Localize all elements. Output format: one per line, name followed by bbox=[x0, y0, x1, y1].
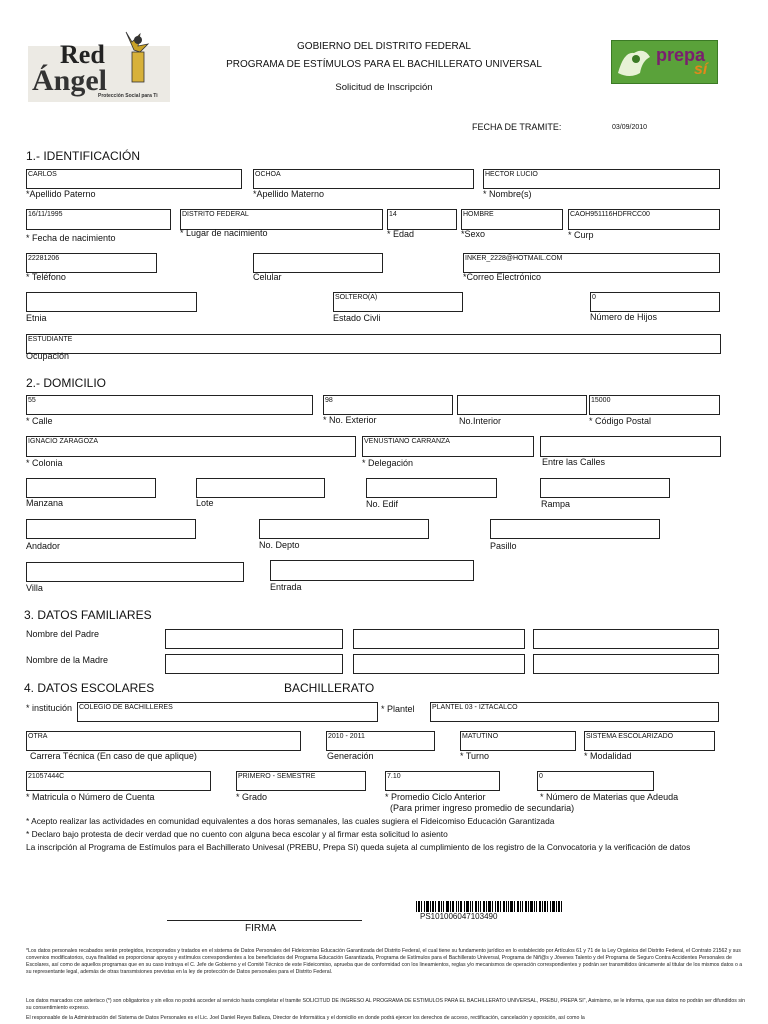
curp-field[interactable]: CAOH951116HDFRCC00 bbox=[568, 209, 720, 230]
madre-apellido-materno-field[interactable] bbox=[353, 654, 525, 674]
promedio-label: * Promedio Ciclo Anterior bbox=[385, 792, 486, 802]
grado-field[interactable]: PRIMERO - SEMESTRE bbox=[236, 771, 366, 791]
telefono-label: * Teléfono bbox=[26, 272, 66, 282]
nombre-label: * Nombre(s) bbox=[483, 189, 532, 199]
matricula-field[interactable]: 21057444C bbox=[26, 771, 211, 791]
logo-red-text: Red bbox=[60, 40, 105, 69]
entrada-label: Entrada bbox=[270, 582, 302, 592]
barcode bbox=[416, 901, 562, 912]
ocupacion-field[interactable]: ESTUDIANTE bbox=[26, 334, 721, 354]
andador-field[interactable] bbox=[26, 519, 196, 539]
andador-label: Andador bbox=[26, 541, 61, 551]
declaracion-actividades: * Acepto realizar las actividades en comunidad equivalentes a dos horas semanales, las cuales sugiera el Fideicomiso Educación Garantizada bbox=[26, 816, 555, 826]
plantel-field[interactable]: PLANTEL 03 - IZTACALCO bbox=[430, 702, 719, 722]
sexo-field[interactable]: HOMBRE bbox=[461, 209, 563, 230]
estado-civil-field[interactable]: SOLTERO(A) bbox=[333, 292, 463, 312]
header-program: PROGRAMA DE ESTÍMULOS PARA EL BACHILLERATO UNIVERSAL bbox=[226, 59, 542, 70]
bachillerato-heading: BACHILLERATO bbox=[284, 681, 375, 695]
manzana-field[interactable] bbox=[26, 478, 156, 498]
lote-field[interactable] bbox=[196, 478, 325, 498]
plantel-label: * Plantel bbox=[381, 704, 415, 714]
manzana-label: Manzana bbox=[26, 498, 64, 508]
no-edif-field[interactable] bbox=[366, 478, 497, 498]
padre-nombre-field[interactable] bbox=[533, 629, 719, 649]
entre-calles-label: Entre las Calles bbox=[542, 457, 606, 467]
colonia-label: * Colonia bbox=[26, 458, 63, 468]
pasillo-field[interactable] bbox=[490, 519, 660, 539]
curp-label: * Curp bbox=[568, 230, 594, 240]
lugar-nacimiento-label: * Lugar de nacimiento bbox=[180, 228, 268, 238]
section-identificacion: 1.- IDENTIFICACIÓN bbox=[26, 149, 141, 163]
villa-label: Villa bbox=[26, 583, 43, 593]
header-form-title: Solicitud de Inscripción bbox=[335, 82, 433, 93]
section-domicilio: 2.- DOMICILIO bbox=[26, 376, 107, 390]
codigo-postal-label: * Código Postal bbox=[589, 416, 652, 426]
nombre-padre-label: Nombre del Padre bbox=[26, 629, 100, 639]
firma-line bbox=[167, 920, 362, 921]
header-government: GOBIERNO DEL DISTRITO FEDERAL bbox=[297, 41, 471, 52]
fecha-tramite-value: 03/09/2010 bbox=[612, 124, 648, 131]
carrera-tecnica-field[interactable]: OTRA bbox=[26, 731, 301, 751]
delegacion-field[interactable]: VENUSTIANO CARRANZA bbox=[362, 436, 534, 457]
delegacion-label: * Delegación bbox=[362, 458, 414, 468]
no-interior-field[interactable] bbox=[457, 395, 587, 415]
section-datos-familiares: 3. DATOS FAMILIARES bbox=[24, 608, 152, 622]
firma-label: FIRMA bbox=[245, 923, 277, 934]
section-datos-escolares: 4. DATOS ESCOLARES bbox=[24, 681, 155, 695]
entre-calles-field[interactable] bbox=[540, 436, 721, 457]
entrada-field[interactable] bbox=[270, 560, 474, 581]
prepa-si-logo bbox=[611, 40, 718, 84]
materias-adeuda-field[interactable]: 0 bbox=[537, 771, 654, 791]
celular-label: Celular bbox=[253, 272, 282, 282]
apellido-materno-field[interactable]: OCHOA bbox=[253, 169, 474, 189]
edad-label: * Edad bbox=[387, 229, 415, 239]
barcode-text: PS101006047103490 bbox=[420, 912, 498, 921]
turno-label: * Turno bbox=[460, 751, 490, 761]
lugar-nacimiento-field[interactable]: DISTRITO FEDERAL bbox=[180, 209, 383, 230]
declaracion-inscripcion: La inscripción al Programa de Estímulos para el Bachillerato Univesal (PREBU, Prepa Sí) queda sujeta al cumplimiento de los registro de la Convocatoria y la verificación de datos bbox=[26, 842, 691, 852]
apellido-paterno-field[interactable]: CARLOS bbox=[26, 169, 242, 189]
telefono-field[interactable]: 22281206 bbox=[26, 253, 157, 273]
promedio-note: (Para primer ingreso promedio de secundaria) bbox=[390, 803, 575, 813]
modalidad-label: * Modalidad bbox=[584, 751, 632, 761]
modalidad-field[interactable]: SISTEMA ESCOLARIZADO bbox=[584, 731, 715, 751]
carrera-tecnica-label: Carrera Técnica (En caso de que aplique) bbox=[30, 751, 197, 761]
institucion-field[interactable]: COLEGIO DE BACHILLERES bbox=[77, 702, 378, 722]
matricula-label: * Matricula o Número de Cuenta bbox=[26, 792, 155, 802]
logo-angel-text: Ángel bbox=[32, 64, 107, 97]
legal-paragraph-2: Los datos marcados con asterisco (*) son obligatorios y sin ellos no podrá acceder al servicio hasta completar el tramite SOLICITUD DE INGRESO AL PROGRAMA DE ESTIMULOS PARA EL BACHILLERATO UNIVERSAL, PREBU, PREPA SI", Asimismo, se le informa, que sus datos no podrán ser difundidos sin su consentimiento expreso. bbox=[26, 998, 745, 1011]
padre-apellido-paterno-field[interactable] bbox=[165, 629, 343, 649]
no-exterior-label: * No. Exterior bbox=[323, 415, 377, 425]
pasillo-label: Pasillo bbox=[490, 541, 517, 551]
no-depto-field[interactable] bbox=[259, 519, 429, 539]
fecha-nacimiento-field[interactable]: 16/11/1995 bbox=[26, 209, 171, 230]
promedio-field[interactable]: 7.10 bbox=[385, 771, 500, 791]
turno-field[interactable]: MATUTINO bbox=[460, 731, 576, 751]
madre-nombre-field[interactable] bbox=[533, 654, 719, 674]
generacion-field[interactable]: 2010 - 2011 bbox=[326, 731, 435, 751]
ocupacion-label: Ocupación bbox=[26, 351, 70, 361]
lote-label: Lote bbox=[196, 498, 214, 508]
numero-hijos-label: Número de Hijos bbox=[590, 312, 658, 322]
etnia-label: Etnia bbox=[26, 313, 47, 323]
calle-field[interactable]: 55 bbox=[26, 395, 313, 415]
nombre-field[interactable]: HECTOR LUCIO bbox=[483, 169, 720, 189]
calle-label: * Calle bbox=[26, 416, 53, 426]
apellido-paterno-label: *Apellido Paterno bbox=[26, 189, 96, 199]
logo-prepa-text: prepa bbox=[656, 45, 706, 65]
apellido-materno-label: *Apellido Materno bbox=[253, 189, 325, 199]
legal-paragraph-1: *Los datos personales recabados serán protegidos, incorporados y tratados en el sistema de Datos Personales del Fideicomiso Educación Garantizada del Distrito Federal, el cual tiene su fundamento jurídico en lo establecido por Artículos 61 y 71 de la Ley Orgánica del Distrito Federal, el Contrato 21562 y sus convenios modificatorios, cuya finalidad es proporcionar apoyos y estímulos correspondientes a los beneficiarios del Programa Educación Garantizada, Programa de Estímulos para el Bachillerato Universal, Programa de Niñ@s y Jóvenes Talento y del Programa de Seguro Contra Accidentes Personales de Escolares, así como de aquellos programas que en su caso instruya el C. Jefe de Gobierno y el Comité Técnico de este Fideicomiso, aprueba que de conformidad con los lineamientos, reglas y/o mecanismos de operación correspondientes y podrán ser transmitidos únicamente al titular de los mismos datos o a su representante legal, además de otras transmisiones previstas en la ley de protección de Datos personales para el Distrito Federal. bbox=[26, 948, 743, 975]
correo-field[interactable]: INKER_2228@HOTMAIL.COM bbox=[463, 253, 720, 273]
logo-si-text: sí bbox=[694, 61, 708, 78]
colonia-field[interactable]: IGNACIO ZARAGOZA bbox=[26, 436, 356, 457]
logo-subtitle: Protección Social para Ti bbox=[98, 93, 158, 99]
rampa-field[interactable] bbox=[540, 478, 670, 498]
celular-field[interactable] bbox=[253, 253, 383, 273]
codigo-postal-field[interactable]: 15000 bbox=[589, 395, 720, 415]
declaracion-beca: * Declaro bajo protesta de decir verdad que no cuento con alguna beca escolar y al firmar esta solicitud lo asiento bbox=[26, 829, 448, 839]
rampa-label: Rampa bbox=[541, 499, 571, 509]
no-edif-label: No. Edif bbox=[366, 499, 399, 509]
no-exterior-field[interactable]: 98 bbox=[323, 395, 453, 415]
padre-apellido-materno-field[interactable] bbox=[353, 629, 525, 649]
sexo-label: *Sexo bbox=[461, 229, 486, 239]
estado-civil-label: Estado Civli bbox=[333, 313, 381, 323]
legal-paragraph-3: El responsable de la Administración del Sistema de Datos Personales es el Lic. Joel Daniel Reyes Balleza, Director de Informática y el domicilio en donde podrá ejercer los derechos de acceso, rectificación, cancelación y oposición, así como la bbox=[26, 1015, 585, 1021]
madre-apellido-paterno-field[interactable] bbox=[165, 654, 343, 674]
etnia-field[interactable] bbox=[26, 292, 197, 312]
no-interior-label: No.Interior bbox=[459, 416, 502, 426]
grado-label: * Grado bbox=[236, 792, 268, 802]
fecha-nacimiento-label: * Fecha de nacimiento bbox=[26, 233, 116, 243]
numero-hijos-field[interactable]: 0 bbox=[590, 292, 720, 312]
institucion-label: * institución bbox=[26, 703, 73, 713]
no-depto-label: No. Depto bbox=[259, 540, 300, 550]
materias-adeuda-label: * Número de Materias que Adeuda bbox=[540, 792, 679, 802]
fecha-tramite-label: FECHA DE TRAMITE: bbox=[472, 122, 562, 132]
generacion-label: Generación bbox=[327, 751, 374, 761]
correo-label: *Correo Electrónico bbox=[463, 272, 542, 282]
edad-field[interactable]: 14 bbox=[387, 209, 457, 230]
villa-field[interactable] bbox=[26, 562, 244, 582]
nombre-madre-label: Nombre de la Madre bbox=[26, 655, 109, 665]
